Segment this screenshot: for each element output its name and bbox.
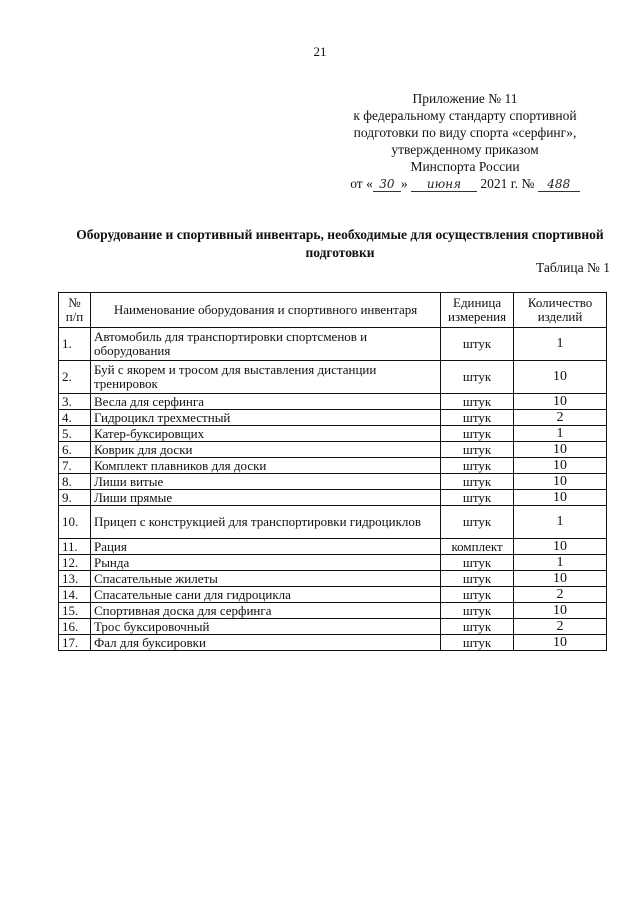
cell-name: Спортивная доска для серфинга bbox=[90, 603, 440, 619]
table-row bbox=[59, 490, 607, 506]
handwritten-order-number: 488 bbox=[538, 177, 580, 192]
cell-qty: 2 bbox=[514, 619, 607, 635]
cell-unit: штук bbox=[441, 458, 514, 474]
cell-qty: 1 bbox=[514, 506, 607, 539]
order-date-line bbox=[330, 175, 600, 192]
header-qty: Количество изделий bbox=[514, 293, 607, 328]
appendix-title: Приложение № 11 bbox=[412, 91, 518, 106]
cell-unit: штук bbox=[441, 426, 514, 442]
cell-name: Весла для серфинга bbox=[90, 394, 440, 410]
cell-qty: 10 bbox=[514, 603, 607, 619]
cell-num: 6. bbox=[59, 442, 91, 458]
cell-qty: 1 bbox=[514, 426, 607, 442]
table-row bbox=[59, 555, 607, 571]
table-header-row bbox=[59, 293, 607, 328]
cell-name: Рында bbox=[90, 555, 440, 571]
table-row bbox=[59, 587, 607, 603]
cell-qty: 10 bbox=[514, 474, 607, 490]
cell-num: 15. bbox=[59, 603, 91, 619]
cell-unit: штук bbox=[441, 603, 514, 619]
cell-qty: 10 bbox=[514, 539, 607, 555]
cell-qty: 10 bbox=[514, 458, 607, 474]
table-row bbox=[59, 539, 607, 555]
cell-num: 12. bbox=[59, 555, 91, 571]
cell-qty: 2 bbox=[514, 587, 607, 603]
cell-num: 13. bbox=[59, 571, 91, 587]
cell-qty: 10 bbox=[514, 490, 607, 506]
cell-name: Спасательные сани для гидроцикла bbox=[90, 587, 440, 603]
cell-num: 9. bbox=[59, 490, 91, 506]
cell-unit: штук bbox=[441, 555, 514, 571]
cell-unit: комплект bbox=[441, 539, 514, 555]
cell-num: 7. bbox=[59, 458, 91, 474]
date-prefix: от « bbox=[350, 176, 373, 191]
cell-unit: штук bbox=[441, 619, 514, 635]
table-row bbox=[59, 635, 607, 651]
table-row bbox=[59, 603, 607, 619]
cell-unit: штук bbox=[441, 442, 514, 458]
cell-num: 2. bbox=[59, 361, 91, 394]
cell-num: 14. bbox=[59, 587, 91, 603]
cell-qty: 1 bbox=[514, 328, 607, 361]
cell-qty: 2 bbox=[514, 410, 607, 426]
page-number: 21 bbox=[313, 44, 327, 59]
cell-unit: штук bbox=[441, 506, 514, 539]
table-row bbox=[59, 506, 607, 539]
table-row bbox=[59, 361, 607, 394]
table-row bbox=[59, 426, 607, 442]
date-mid: » bbox=[400, 176, 408, 191]
cell-unit: штук bbox=[441, 635, 514, 651]
header-name: Наименование оборудования и спортивного инвентаря bbox=[90, 293, 440, 328]
equipment-table bbox=[58, 292, 607, 651]
appendix-line-4: утвержденному приказом bbox=[391, 142, 539, 157]
cell-qty: 1 bbox=[514, 555, 607, 571]
appendix-line-3: подготовки по виду спорта «серфинг», bbox=[353, 125, 577, 140]
appendix-header bbox=[330, 90, 600, 192]
cell-num: 1. bbox=[59, 328, 91, 361]
cell-num: 17. bbox=[59, 635, 91, 651]
cell-qty: 10 bbox=[514, 361, 607, 394]
cell-qty: 10 bbox=[514, 394, 607, 410]
cell-name: Рация bbox=[90, 539, 440, 555]
table-row bbox=[59, 410, 607, 426]
document-title: Оборудование и спортивный инвентарь, необходимые для осуществления спортивной подготовки bbox=[76, 227, 604, 260]
cell-num: 5. bbox=[59, 426, 91, 442]
handwritten-day: 30 bbox=[373, 177, 401, 192]
cell-unit: штук bbox=[441, 490, 514, 506]
cell-unit: штук bbox=[441, 474, 514, 490]
cell-num: 10. bbox=[59, 506, 91, 539]
table-row bbox=[59, 571, 607, 587]
cell-name: Трос буксировочный bbox=[90, 619, 440, 635]
table-row bbox=[59, 474, 607, 490]
cell-qty: 10 bbox=[514, 635, 607, 651]
table-row bbox=[59, 328, 607, 361]
cell-num: 11. bbox=[59, 539, 91, 555]
cell-name: Лиши витые bbox=[90, 474, 440, 490]
cell-name: Прицеп с конструкцией для транспортировки гидроциклов bbox=[90, 506, 440, 539]
table-row bbox=[59, 619, 607, 635]
cell-unit: штук bbox=[441, 571, 514, 587]
handwritten-month: июня bbox=[411, 177, 477, 192]
cell-unit: штук bbox=[441, 394, 514, 410]
cell-unit: штук bbox=[441, 410, 514, 426]
cell-name: Спасательные жилеты bbox=[90, 571, 440, 587]
cell-qty: 10 bbox=[514, 571, 607, 587]
appendix-line-5: Минспорта России bbox=[410, 159, 520, 174]
cell-name: Лиши прямые bbox=[90, 490, 440, 506]
header-num: № п/п bbox=[59, 293, 91, 328]
cell-num: 8. bbox=[59, 474, 91, 490]
cell-unit: штук bbox=[441, 587, 514, 603]
cell-num: 3. bbox=[59, 394, 91, 410]
cell-name: Буй с якорем и тросом для выставления дистанции тренировок bbox=[90, 361, 440, 394]
cell-unit: штук bbox=[441, 328, 514, 361]
appendix-line-2: к федеральному стандарту спортивной bbox=[353, 108, 577, 123]
cell-name: Катер-буксировщих bbox=[90, 426, 440, 442]
table-row bbox=[59, 442, 607, 458]
cell-name: Коврик для доски bbox=[90, 442, 440, 458]
cell-unit: штук bbox=[441, 361, 514, 394]
table-row bbox=[59, 394, 607, 410]
cell-name: Фал для буксировки bbox=[90, 635, 440, 651]
cell-name: Комплект плавников для доски bbox=[90, 458, 440, 474]
cell-name: Автомобиль для транспортировки спортсменов и оборудования bbox=[90, 328, 440, 361]
table-row bbox=[59, 458, 607, 474]
date-year: 2021 г. № bbox=[480, 176, 535, 191]
cell-qty: 10 bbox=[514, 442, 607, 458]
cell-num: 4. bbox=[59, 410, 91, 426]
table-label: Таблица № 1 bbox=[536, 260, 610, 275]
header-unit: Единица измерения bbox=[441, 293, 514, 328]
cell-num: 16. bbox=[59, 619, 91, 635]
cell-name: Гидроцикл трехместный bbox=[90, 410, 440, 426]
